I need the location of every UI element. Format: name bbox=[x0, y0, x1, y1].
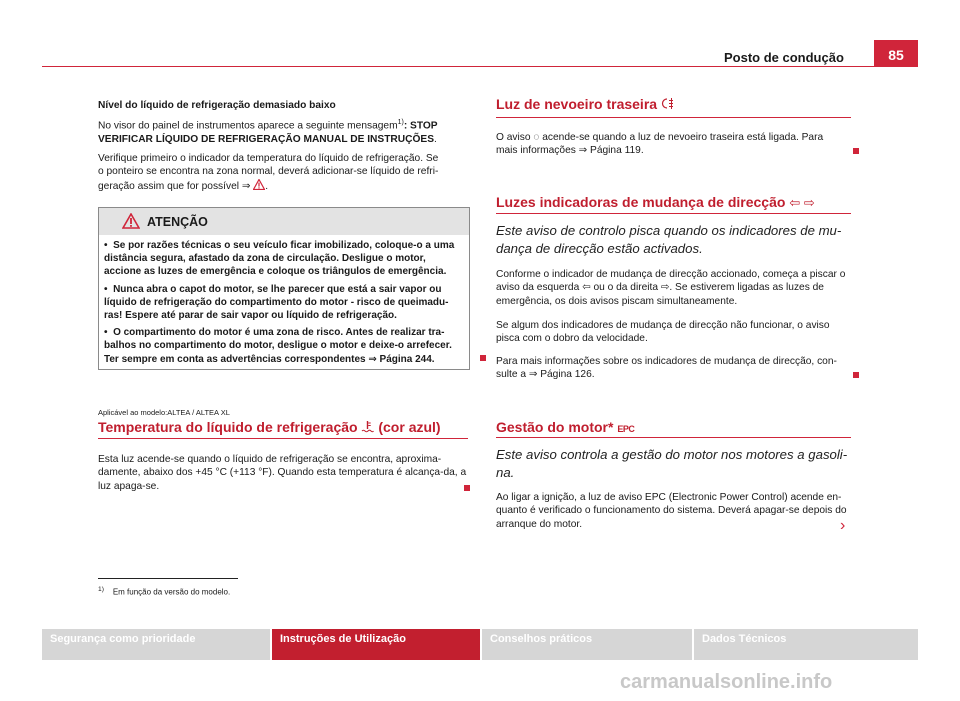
footnote bbox=[98, 586, 230, 597]
epc-icon: EPC bbox=[617, 424, 635, 434]
header-rule bbox=[42, 66, 918, 67]
turn-signal-p3: Para mais informações sobre os indicadores de mudança de direcção, con-sulte a ⇒ Página 126. bbox=[496, 356, 837, 381]
turn-signal-heading: Luzes indicadoras de mudança de direcção ⇦ ⇨ bbox=[496, 194, 815, 210]
watermark: carmanualsonline.info bbox=[620, 671, 833, 693]
warning-box bbox=[98, 207, 470, 370]
footnote-ref[interactable]: 1) bbox=[397, 119, 404, 126]
warning-item-2: • Nunca abra o capot do motor, se lhe parecer que está a sair vapor ou líquido de refrigeração do compartimento do motor - risco de queimadu-ras! Espere até parar de sair vapor ou líquido de refrigeração. bbox=[104, 283, 449, 322]
coolant-heading-rule bbox=[98, 438, 468, 439]
engine-heading-rule bbox=[496, 437, 851, 438]
low-coolant-title: Nível do líquido de refrigeração demasiado baixo bbox=[98, 100, 336, 111]
engine-management-heading: Gestão do motor* EPC bbox=[496, 419, 635, 435]
turn-heading-rule bbox=[496, 213, 851, 214]
section-end-marker bbox=[464, 485, 470, 491]
chapter-tabs bbox=[42, 629, 918, 660]
turn-signal-p2: Se algum dos indicadores de mudança de direcção não funcionar, o aviso pisca com o dobro da velocidade. bbox=[496, 320, 830, 345]
tab-instrucoes[interactable]: Instruções de Utilização bbox=[272, 629, 480, 660]
warning-item-3: • O compartimento do motor é uma zona de risco. Antes de realizar tra-balhos no compartimento do motor, desligue o motor e deixe-o arrefecer. Ter sempre em conta as advertências correspondentes ⇒ Página 244. bbox=[104, 327, 452, 365]
warning-title: ATENÇÃO bbox=[147, 215, 208, 229]
turn-arrows-icon: ⇦ ⇨ bbox=[789, 195, 815, 210]
footnote-text: Em função da versão do modelo. bbox=[112, 587, 231, 597]
warning-header bbox=[99, 208, 469, 235]
applicable-models: Aplicável ao modelo:ALTEA / ALTEA XL bbox=[98, 408, 230, 417]
warning-triangle-icon[interactable] bbox=[253, 179, 265, 190]
tab-dados[interactable]: Dados Técnicos bbox=[694, 629, 918, 660]
coolant-temperature-icon bbox=[361, 420, 374, 433]
continue-arrow-icon[interactable]: › bbox=[840, 517, 846, 534]
engine-intro: Este aviso controla a gestão do motor nos motores a gasoli-na. bbox=[496, 447, 848, 480]
page-number: 85 bbox=[874, 40, 918, 66]
message-intro: No visor do painel de instrumentos aparece a seguinte mensagem bbox=[98, 120, 398, 132]
warning-item-1: • Se por razões técnicas o seu veículo ficar imobilizado, coloque-o a uma distância segura, afastado da zona de circulação. Desligue o motor, accione as luzes de emergência e coloque os triângulos de emergência. bbox=[104, 240, 455, 278]
check-line-3: geração assim que for possível ⇒ bbox=[98, 180, 251, 192]
message-period: . bbox=[434, 133, 437, 145]
section-end-marker bbox=[853, 148, 859, 154]
coolant-check-paragraph: Verifique primeiro o indicador da temperatura do líquido de refrigeração. Se o ponteiro se encontra na zona normal, deverá adicionar-se líquido de refri- geração assim que for possível ⇒ . bbox=[98, 153, 439, 192]
coolant-temp-heading: Temperatura do líquido de refrigeração (cor azul) bbox=[98, 419, 441, 435]
rear-fog-icon bbox=[661, 97, 675, 110]
fog-light-text: O aviso ◌ acende-se quando a luz de nevoeiro traseira está ligada. Para mais informações ⇒ Página 119. bbox=[496, 132, 824, 157]
tab-seguranca[interactable]: Segurança como prioridade bbox=[42, 629, 270, 660]
section-end-marker bbox=[480, 355, 486, 361]
section-title: Posto de condução bbox=[724, 50, 844, 65]
fog-light-heading: Luz de nevoeiro traseira bbox=[496, 96, 675, 112]
footnote-rule bbox=[98, 578, 238, 579]
coolant-temp-text: Esta luz acende-se quando o líquido de refrigeração se encontra, aproxima-damente, abaixo dos +45 °C (+113 °F). Quando esta temperatura é alcança-da, a luz apaga-se. bbox=[98, 454, 467, 492]
low-coolant-message bbox=[98, 116, 468, 146]
warning-triangle-icon bbox=[122, 213, 140, 229]
message-stop: : STOP bbox=[403, 120, 438, 132]
check-line-1: Verifique primeiro o indicador da temperatura do líquido de refrigeração. Se bbox=[98, 153, 439, 164]
tab-conselhos[interactable]: Conselhos práticos bbox=[482, 629, 692, 660]
check-line-2: o ponteiro se encontra na zona normal, deverá adicionar-se líquido de refri- bbox=[98, 166, 439, 178]
footnote-marker: 1) bbox=[98, 586, 104, 593]
engine-text: Ao ligar a ignição, a luz de aviso EPC (Electronic Power Control) acende en-quanto é verificado o funcionamento do sistema. Deverá apagar-se depois do arranque do motor. bbox=[496, 492, 847, 530]
warning-list bbox=[104, 239, 464, 370]
section-end-marker bbox=[853, 372, 859, 378]
message-body: VERIFICAR LÍQUIDO DE REFRIGERAÇÃO MANUAL DE INSTRUÇÕES bbox=[98, 133, 435, 145]
turn-signal-p1: Conforme o indicador de mudança de direcção accionado, começa a piscar o aviso da esquerda ⇦ ou o da direita ⇨. Se estiverem ligadas as luzes de emergência, os dois avisos piscam simultaneamente. bbox=[496, 269, 846, 307]
turn-signal-intro: Este aviso de controlo pisca quando os indicadores de mu-dança de direcção estão activados. bbox=[496, 223, 842, 256]
fog-heading-rule bbox=[496, 117, 851, 118]
